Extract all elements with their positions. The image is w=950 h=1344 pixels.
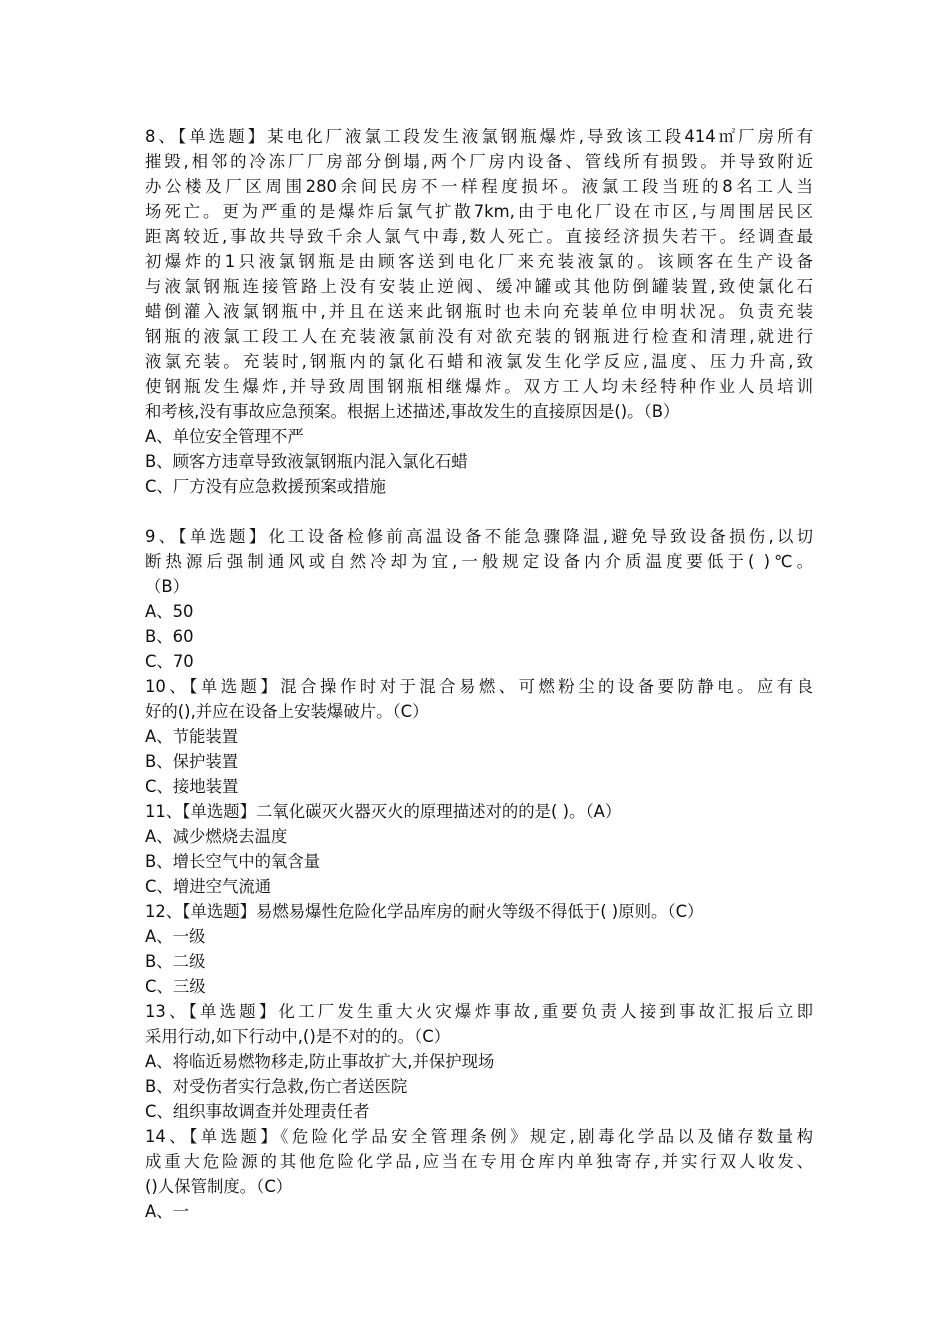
option-a: A、50: [145, 602, 194, 621]
question-stem-line: 距离较近,事故共导致千余人氯气中毒,数人死亡。直接经济损失若干。经调查最: [145, 227, 813, 246]
question-stem-line: 钢瓶的液氯工段工人在充装液氯前没有对欲充装的钢瓶进行检查和清理,就进行: [145, 327, 813, 346]
question-stem-line: 9、【单选题】化工设备检修前高温设备不能急骤降温,避免导致设备损伤,以切: [145, 527, 813, 546]
question-stem-line: 办公楼及厂区周围280余间民房不一样程度损坏。液氯工段当班的8名工人当: [145, 177, 813, 196]
option-c: C、接地装置: [145, 777, 239, 796]
option-b: B、60: [145, 627, 194, 646]
question-11: [145, 799, 813, 899]
question-stem-line: 13、【单选题】化工厂发生重大火灾爆炸事故,重要负责人接到事故汇报后立即: [145, 1002, 813, 1021]
option-b: B、对受伤者实行急救,伤亡者送医院: [145, 1077, 408, 1096]
question-stem-line: ()人保管制度。（C）: [145, 1177, 293, 1196]
question-14: [145, 1124, 813, 1224]
option-b: B、顾客方违章导致液氯钢瓶内混入氯化石蜡: [145, 452, 468, 471]
question-stem-line: 8、【单选题】某电化厂液氯工段发生液氯钢瓶爆炸,导致该工段414㎡厂房所有: [145, 127, 813, 146]
question-stem-line: 14、【单选题】《危险化学品安全管理条例》规定,剧毒化学品以及储存数量构: [145, 1127, 813, 1146]
option-a: A、一: [145, 1202, 189, 1221]
option-c: C、增进空气流通: [145, 877, 272, 896]
question-13: [145, 999, 813, 1124]
question-stem-line: 10、【单选题】混合操作时对于混合易燃、可燃粉尘的设备要防静电。应有良: [145, 677, 813, 696]
option-b: B、二级: [145, 952, 206, 971]
option-c: C、70: [145, 652, 194, 671]
question-stem-line: 好的(),并应在设备上安装爆破片。（C）: [145, 702, 429, 721]
question-stem-line: （B）: [145, 577, 190, 596]
question-stem-line: 12、【单选题】易燃易爆性危险化学品库房的耐火等级不得低于( )原则。（C）: [145, 902, 704, 921]
option-a: A、一级: [145, 927, 206, 946]
option-a: A、减少燃烧去温度: [145, 827, 288, 846]
question-stem-line: 场死亡。更为严重的是爆炸后氯气扩散7km,由于电化厂设在市区,与周围居民区: [145, 202, 813, 221]
option-c: C、三级: [145, 977, 206, 996]
question-stem-line: 蜡倒灌入液氯钢瓶中,并且在送来此钢瓶时也未向充装单位申明状况。负责充装: [145, 302, 813, 321]
question-stem-line: 和考核,没有事故应急预案。根据上述描述,事故发生的直接原因是()。（B）: [145, 402, 680, 421]
option-a: A、节能装置: [145, 727, 239, 746]
option-c: C、厂方没有应急救援预案或措施: [145, 477, 386, 496]
question-stem-line: 摧毁,相邻的冷冻厂厂房部分倒塌,两个厂房内设备、管线所有损毁。并导致附近: [145, 152, 813, 171]
question-stem-line: 与液氯钢瓶连接管路上没有安装止逆阀、缓冲罐或其他防倒罐装置,致使氯化石: [145, 277, 813, 296]
blank-line: [145, 499, 813, 524]
question-stem-line: 采用行动,如下行动中,()是不对的的。（C）: [145, 1027, 451, 1046]
option-b: B、增长空气中的氧含量: [145, 852, 321, 871]
question-10: [145, 674, 813, 799]
option-b: B、保护装置: [145, 752, 239, 771]
question-stem-line: 初爆炸的1只液氯钢瓶是由顾客送到电化厂来充装液氯的。该顾客在生产设备: [145, 252, 813, 271]
question-stem-line: 成重大危险源的其他危险化学品,应当在专用仓库内单独寄存,并实行双人收发、: [145, 1152, 813, 1171]
option-a: A、单位安全管理不严: [145, 427, 304, 446]
question-stem-line: 11、【单选题】二氧化碳灭火器灭火的原理描述对的的是( )。（A）: [145, 802, 622, 821]
option-c: C、组织事故调查并处理责任者: [145, 1102, 370, 1121]
question-9: [145, 524, 813, 674]
question-stem-line: 断热源后强制通风或自然冷却为宜,一般规定设备内介质温度要低于( )℃。: [145, 552, 813, 571]
question-stem-line: 使钢瓶发生爆炸,并导致周围钢瓶相继爆炸。双方工人均未经特种作业人员培训: [145, 377, 813, 396]
question-stem-line: 液氯充装。充装时,钢瓶内的氯化石蜡和液氯发生化学反应,温度、压力升高,致: [145, 352, 813, 371]
question-8: [145, 124, 813, 499]
option-a: A、将临近易燃物移走,防止事故扩大,并保护现场: [145, 1052, 495, 1071]
question-12: [145, 899, 813, 999]
question-list: [145, 124, 813, 1224]
